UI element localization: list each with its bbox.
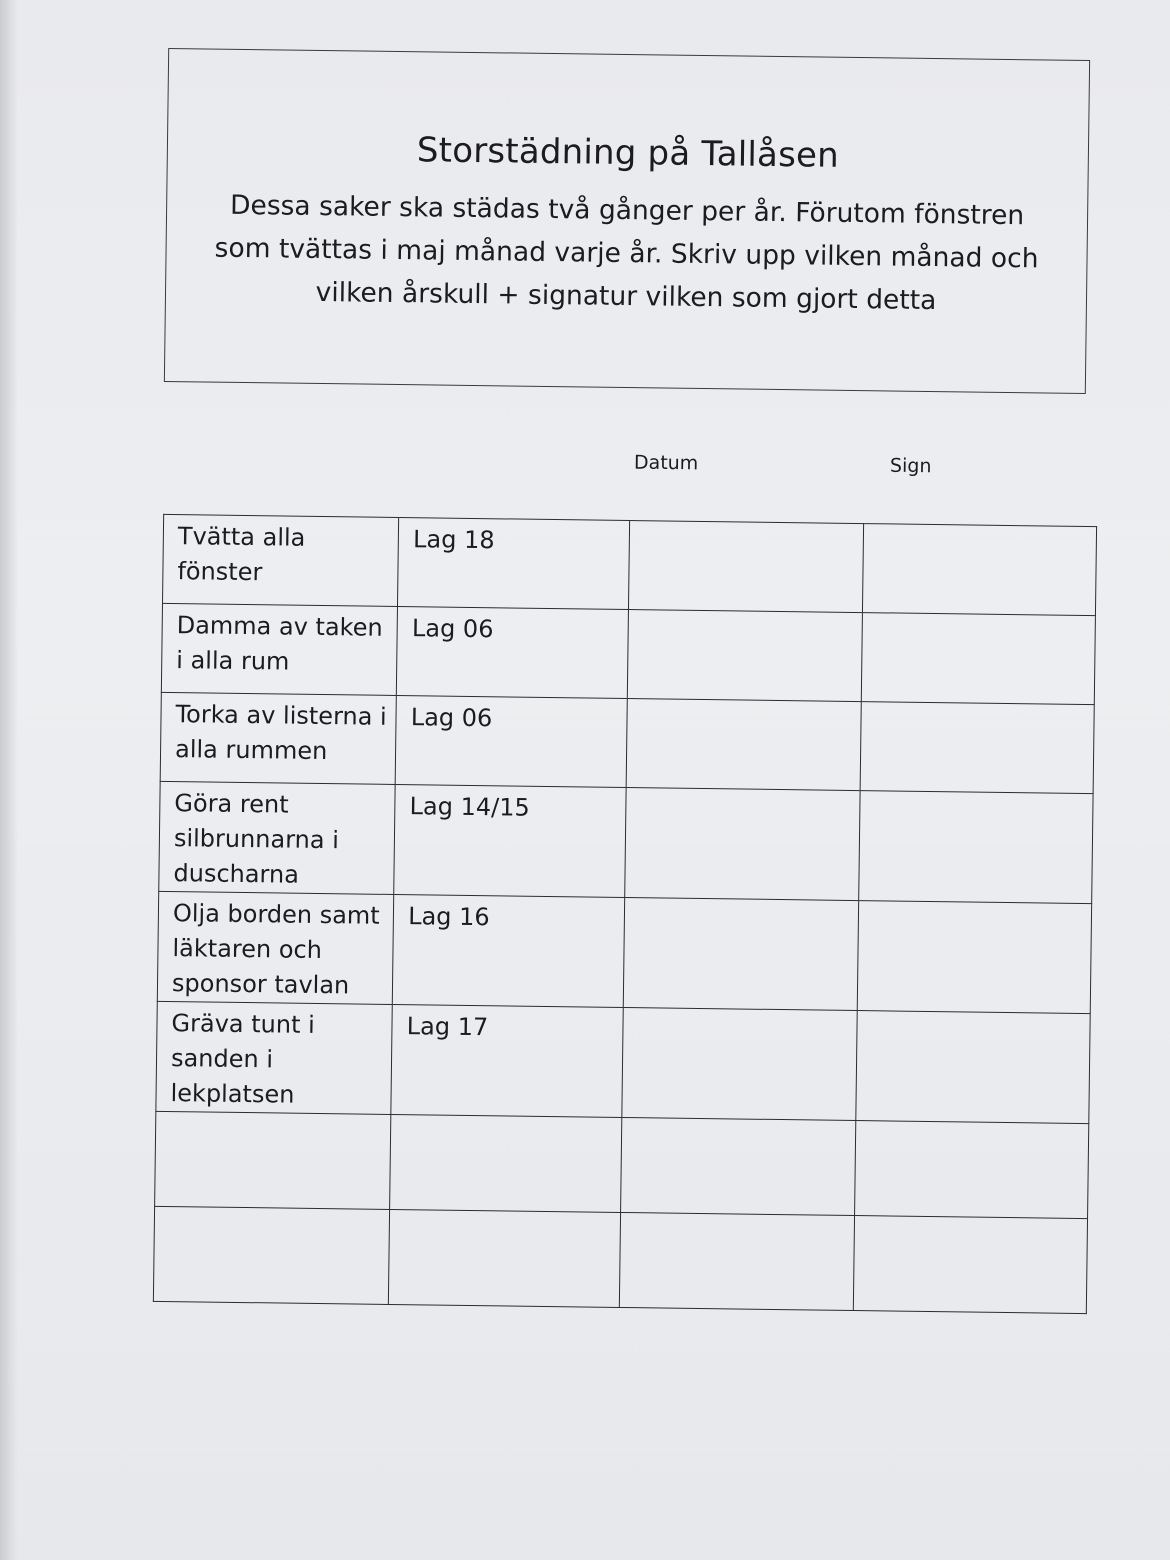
- sign-cell[interactable]: [857, 901, 1092, 1014]
- sign-cell[interactable]: [862, 524, 1096, 616]
- table-row: [153, 1206, 1087, 1313]
- datum-cell[interactable]: [620, 1212, 854, 1310]
- team-cell: Lag 06: [395, 695, 627, 787]
- datum-cell[interactable]: [629, 521, 863, 613]
- table-row: [163, 514, 1097, 615]
- team-cell[interactable]: [390, 1114, 622, 1212]
- team-cell: Lag 14/15: [394, 784, 627, 897]
- team-cell: Lag 16: [393, 894, 626, 1007]
- sign-cell[interactable]: [860, 702, 1094, 794]
- datum-cell[interactable]: [624, 898, 859, 1011]
- team-cell: Lag 17: [391, 1004, 624, 1117]
- paper-edge: [0, 0, 18, 1560]
- team-cell[interactable]: [389, 1209, 621, 1307]
- column-header-sign: Sign: [889, 454, 932, 478]
- sign-cell[interactable]: [861, 613, 1095, 705]
- task-cell: Damma av taken i alla rum: [161, 603, 397, 695]
- task-cell: Gräva tunt i sanden i lekplatsen: [156, 1001, 393, 1114]
- datum-cell[interactable]: [621, 1117, 855, 1215]
- task-cell: Tvätta alla fönster: [163, 514, 399, 606]
- table-row: [159, 781, 1093, 903]
- task-cell[interactable]: [153, 1206, 389, 1304]
- table-row: [161, 603, 1095, 704]
- sign-cell[interactable]: [856, 1011, 1091, 1124]
- sign-cell[interactable]: [858, 791, 1093, 904]
- datum-cell[interactable]: [628, 610, 862, 702]
- task-cell: Torka av listerna i alla rummen: [160, 692, 396, 784]
- team-cell: Lag 18: [398, 518, 630, 610]
- table-row: [160, 692, 1094, 793]
- header-box: [164, 48, 1090, 394]
- task-cell: Göra rent silbrunnarna i duscharna: [159, 781, 396, 894]
- table-row: [155, 1111, 1089, 1218]
- task-cell: Olja borden samt läktaren och sponsor tavlan: [157, 891, 394, 1004]
- sign-cell[interactable]: [853, 1216, 1087, 1314]
- task-cell[interactable]: [155, 1111, 391, 1209]
- table-row: [156, 1001, 1090, 1123]
- cleaning-table: [153, 514, 1097, 1311]
- page-title: Storstädning på Tallåsen: [416, 130, 840, 176]
- datum-cell[interactable]: [622, 1007, 857, 1120]
- datum-cell[interactable]: [627, 699, 861, 791]
- instructions-text: Dessa saker ska städas två gånger per år. Förutom fönstren som tvättas i maj månad varje år. Skriv upp vilken månad och vilken årskull + signatur vilken som gjort detta: [214, 189, 1039, 317]
- table-row: [157, 891, 1091, 1013]
- datum-cell[interactable]: [625, 788, 860, 901]
- team-cell: Lag 06: [397, 606, 629, 698]
- sign-cell[interactable]: [854, 1121, 1088, 1219]
- column-header-datum: Datum: [633, 451, 699, 475]
